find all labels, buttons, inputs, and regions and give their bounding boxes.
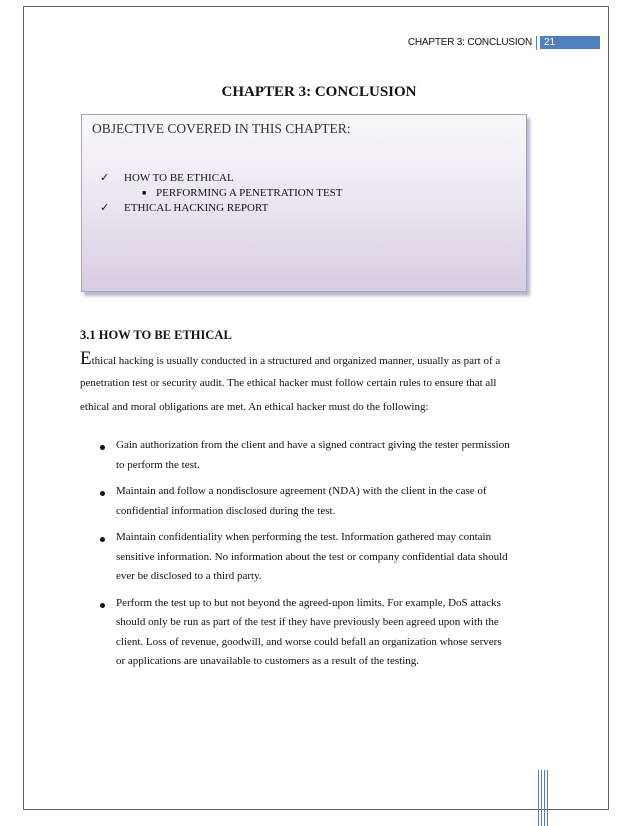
header-divider bbox=[536, 36, 537, 50]
list-item: Gain authorization from the client and have a signed contract giving the tester permission to perform the test. bbox=[98, 436, 538, 475]
section-heading: 3.1 HOW TO BE ETHICAL bbox=[80, 328, 232, 342]
bullet-list bbox=[98, 436, 538, 679]
intro-line: ethical and moral obligations are met. An ethical hacker must do the following: bbox=[80, 401, 429, 413]
objectives-box: OBJECTIVE COVERED IN THIS CHAPTER: ✓ HOW TO BE ETHICAL ■ PERFORMING A PENETRATION TEST ✓ ETHICAL HACKING REPORT bbox=[81, 114, 527, 292]
footer-ornament bbox=[538, 770, 548, 826]
list-item: Maintain and follow a nondisclosure agreement (NDA) with the client in the case of confidential information disclosed during the test. bbox=[98, 482, 538, 521]
page-number: 21 bbox=[540, 36, 600, 49]
checkmark-icon: ✓ bbox=[100, 202, 110, 214]
list-item: Maintain confidentiality when performing the test. Information gathered may contain sensitive information. No information about the test or company confidential data should ever be disclosed to a third party. bbox=[98, 528, 538, 587]
bullet-icon bbox=[100, 445, 105, 450]
intro-line: Ethical hacking is usually conducted in a structured and organized manner, usually as part of a bbox=[80, 348, 501, 369]
checkmark-icon: ✓ bbox=[100, 172, 110, 184]
list-item: Perform the test up to but not beyond the agreed-upon limits. For example, DoS attacks should only be run as part of the test if they have previously been agreed upon with the client. Loss of revenue, goodwill, and worse could befall an organization whose servers or applications are unavailable to customers as a result of the testing. bbox=[98, 594, 538, 672]
running-header bbox=[380, 36, 608, 52]
intro-paragraph bbox=[80, 347, 550, 419]
bullet-icon bbox=[100, 603, 105, 608]
chapter-title: CHAPTER 3: CONCLUSION bbox=[221, 84, 417, 100]
bullet-icon bbox=[100, 491, 105, 496]
bullet-icon bbox=[100, 537, 105, 542]
intro-line: penetration test or security audit. The ethical hacker must follow certain rules to ensure that all bbox=[80, 377, 497, 389]
running-title: CHAPTER 3: CONCLUSION bbox=[407, 37, 532, 48]
objectives-title: OBJECTIVE COVERED IN THIS CHAPTER: bbox=[92, 121, 351, 136]
drop-cap: E bbox=[80, 348, 92, 369]
square-bullet-icon: ■ bbox=[142, 189, 147, 197]
